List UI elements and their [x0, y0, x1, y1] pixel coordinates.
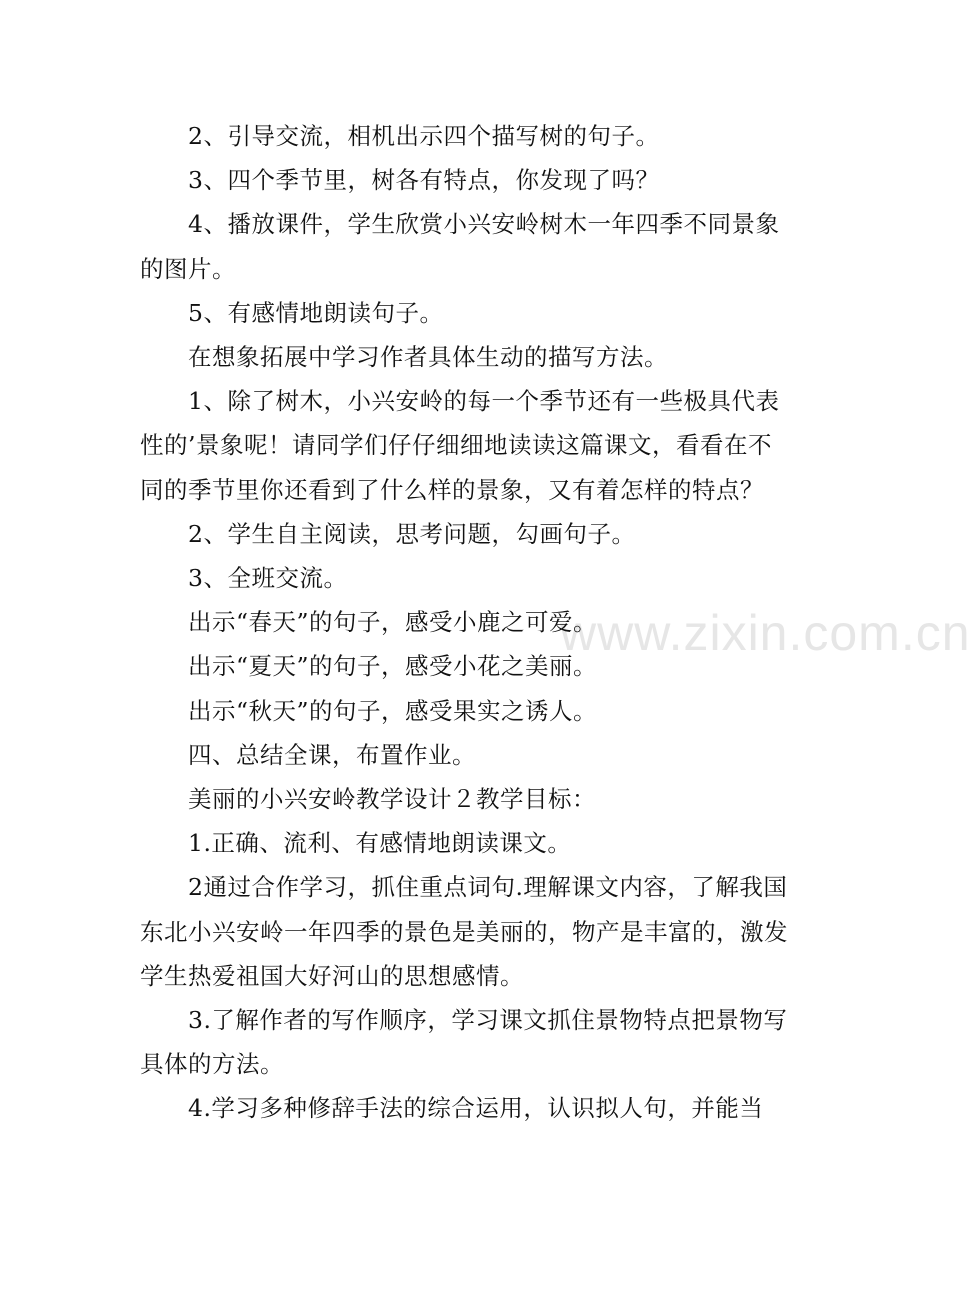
paragraph-item-3-class-share: 3、全班交流。	[188, 564, 348, 593]
paragraph-step-2-guide: 2、引导交流，相机出示四个描写树的句子。	[188, 122, 660, 150]
paragraph-step-5-read: 5、有感情地朗读句子。	[188, 298, 444, 327]
paragraph-goal-2: 2通过合作学习，抓住重点词句.理解课文内容，了解我国东北小兴安岭一年四季的景色是美丽的，物产是丰富的，激发学生热爱祖国大好河山的思想感情。	[140, 873, 788, 990]
paragraph-summary-homework: 四、总结全课，布置作业。	[188, 740, 476, 769]
paragraph-design-2-title: 美丽的小兴安岭教学设计２教学目标：	[188, 785, 596, 814]
document-body	[140, 114, 790, 1131]
paragraph-item-1-scenes: 1、除了树木，小兴安岭的每一个季节还有一些极具代表性的’景象呢！请同学们仔仔细细地读读这篇课文，看看在不同的季节里你还看到了什么样的景象，又有着怎样的特点？	[140, 387, 780, 504]
paragraph-step-3-seasons: 3、四个季节里，树各有特点，你发现了吗？	[188, 166, 660, 195]
paragraph-spring: 出示“春天”的句子，感受小鹿之可爱。	[188, 608, 598, 637]
paragraph-step-4-courseware: 4、播放课件，学生欣赏小兴安岭树木一年四季不同景象的图片。	[140, 210, 780, 283]
paragraph-section-heading: 在想象拓展中学习作者具体生动的描写方法。	[188, 343, 668, 372]
paragraph-autumn: 出示“秋天”的句子，感受果实之诱人。	[188, 696, 598, 725]
paragraph-summer: 出示“夏天”的句子，感受小花之美丽。	[188, 652, 598, 681]
watermark: www.zixin.com.cn	[560, 605, 971, 661]
paragraph-item-2-self-read: 2、学生自主阅读，思考问题，勾画句子。	[188, 519, 636, 548]
paragraph-goal-1: 1.正确、流利、有感情地朗读课文。	[188, 829, 572, 858]
paragraph-goal-3: 3.了解作者的写作顺序，学习课文抓住景物特点把景物写具体的方法。	[140, 1006, 788, 1079]
paragraph-goal-4: 4.学习多种修辞手法的综合运用，认识拟人句，并能当	[188, 1094, 764, 1123]
